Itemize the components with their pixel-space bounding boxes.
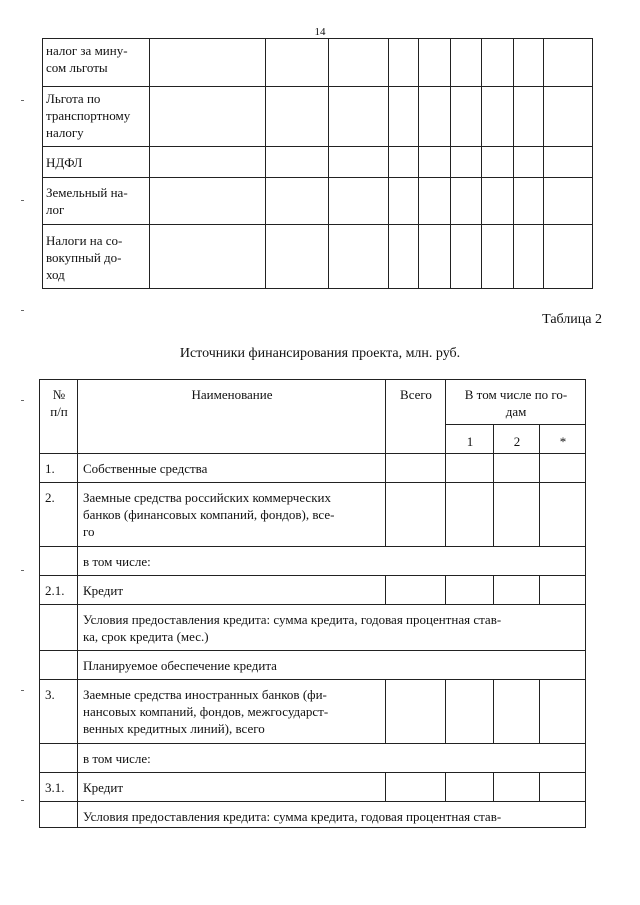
margin-mark bbox=[21, 690, 24, 691]
table-row bbox=[40, 454, 586, 483]
table-row bbox=[43, 225, 593, 289]
tax-table bbox=[42, 38, 593, 289]
tax-row-label: Налоги на со- вокупный до- ход bbox=[43, 225, 150, 289]
row-num bbox=[40, 744, 78, 773]
table-header-row bbox=[40, 380, 586, 425]
table-row bbox=[40, 802, 586, 828]
row-name: Кредит bbox=[78, 773, 386, 802]
row-name: Условия предоставления кредита: сумма кредита, годовая процентная став- ка, срок кредита (мес.) bbox=[78, 605, 586, 651]
table-row bbox=[40, 744, 586, 773]
margin-mark bbox=[21, 200, 24, 201]
table-row bbox=[40, 605, 586, 651]
row-num: 3. bbox=[40, 680, 78, 744]
table-title: Источники финансирования проекта, млн. руб. bbox=[179, 346, 461, 361]
row-name: в том числе: bbox=[78, 744, 586, 773]
margin-mark bbox=[21, 400, 24, 401]
table-row bbox=[40, 483, 586, 547]
row-name: Заемные средства российских коммерческих банков (финансовых компаний, фондов), все- го bbox=[78, 483, 386, 547]
tax-row-label: НДФЛ bbox=[43, 147, 150, 178]
table-row bbox=[43, 39, 593, 87]
row-name: Планируемое обеспечение кредита bbox=[78, 651, 586, 680]
financing-table bbox=[39, 379, 586, 828]
margin-mark bbox=[21, 100, 24, 101]
margin-mark bbox=[21, 310, 24, 311]
row-num bbox=[40, 547, 78, 576]
row-num: 2. bbox=[40, 483, 78, 547]
page-number: 14 bbox=[314, 26, 326, 38]
row-num bbox=[40, 802, 78, 828]
header-year-1: 1 bbox=[446, 425, 494, 454]
row-name: Собственные средства bbox=[78, 454, 386, 483]
tax-row-label: Земельный на- лог bbox=[43, 178, 150, 225]
header-year-2: 2 bbox=[494, 425, 540, 454]
header-by-years: В том числе по го- дам bbox=[446, 380, 586, 425]
row-name: Условия предоставления кредита: сумма кредита, годовая процентная став- bbox=[78, 802, 586, 828]
header-name: Наименование bbox=[78, 380, 386, 454]
margin-mark bbox=[21, 800, 24, 801]
row-num: 3.1. bbox=[40, 773, 78, 802]
row-name: Заемные средства иностранных банков (фи- нансовых компаний, фондов, межгосударст- венных кредитных линий), всего bbox=[78, 680, 386, 744]
row-num: 2.1. bbox=[40, 576, 78, 605]
table-row bbox=[40, 651, 586, 680]
tax-row-label: налог за мину- сом льготы bbox=[43, 39, 150, 87]
row-num: 1. bbox=[40, 454, 78, 483]
table-row bbox=[43, 178, 593, 225]
margin-mark bbox=[21, 570, 24, 571]
table-row bbox=[40, 576, 586, 605]
table-row bbox=[40, 773, 586, 802]
header-num: № п/п bbox=[40, 380, 78, 454]
row-num bbox=[40, 605, 78, 651]
row-num bbox=[40, 651, 78, 680]
table-row bbox=[40, 680, 586, 744]
table-row bbox=[40, 547, 586, 576]
row-name: Кредит bbox=[78, 576, 386, 605]
table-row bbox=[43, 87, 593, 147]
header-year-more: * bbox=[540, 425, 586, 454]
table-label: Таблица 2 bbox=[542, 312, 602, 327]
tax-row-label: Льгота по транспортному налогу bbox=[43, 87, 150, 147]
table-row bbox=[43, 147, 593, 178]
row-name: в том числе: bbox=[78, 547, 586, 576]
header-total: Всего bbox=[386, 380, 446, 454]
